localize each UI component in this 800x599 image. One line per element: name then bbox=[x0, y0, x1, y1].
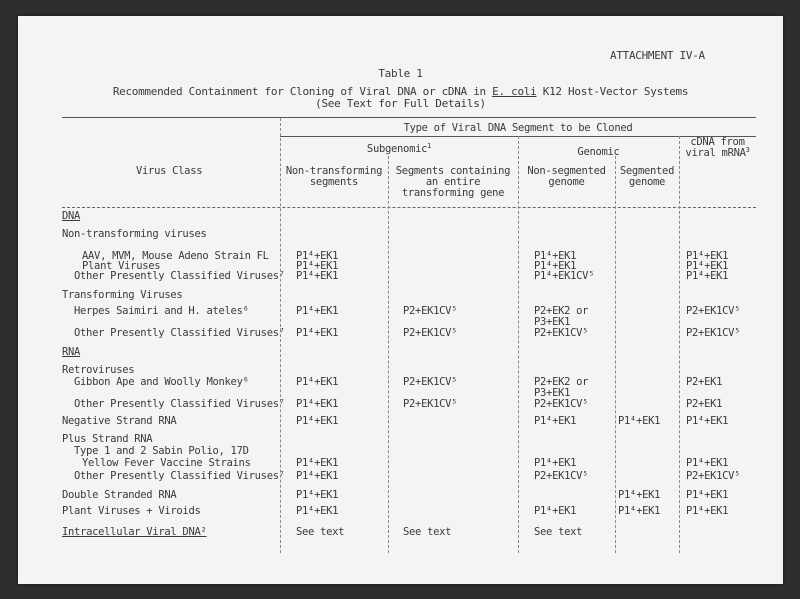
row-label-dna: DNA bbox=[62, 210, 81, 222]
title-suffix: K12 Host-Vector Systems bbox=[536, 85, 689, 98]
table-subtitle: (See Text for Full Details) bbox=[315, 97, 486, 110]
cell-other1-c5: P1⁴+EK1 bbox=[686, 270, 729, 282]
cell-other3-c3: P2+EK1CV⁵ bbox=[534, 398, 589, 410]
row-label-other1: Other Presently Classified Viruses⁷ bbox=[74, 270, 285, 282]
cell-other1-c1: P1⁴+EK1 bbox=[296, 270, 339, 282]
row-label-yellow: Yellow Fever Vaccine Strains bbox=[82, 457, 251, 469]
cell-intra-c1: See text bbox=[296, 526, 345, 538]
cell-intra-c3: See text bbox=[534, 526, 583, 538]
containing-line3: transforming gene bbox=[401, 187, 505, 199]
cell-aav-c3: P1⁴+EK1 bbox=[534, 250, 577, 262]
row-label-other3: Other Presently Classified Viruses⁷ bbox=[74, 398, 285, 410]
cell-herpes2-c3: P3+EK1 bbox=[534, 316, 571, 328]
segmented-line1: Segmented bbox=[619, 165, 675, 177]
row-label-double: Double Stranded RNA bbox=[62, 489, 177, 501]
cell-plantv-c3: P1⁴+EK1 bbox=[534, 260, 577, 272]
cell-gibbon-c2: P2+EK1CV⁵ bbox=[403, 376, 458, 388]
nontransforming-line1: Non-transforming bbox=[285, 165, 383, 177]
cell-aav-c5: P1⁴+EK1 bbox=[686, 250, 729, 262]
cell-viroids-c3: P1⁴+EK1 bbox=[534, 505, 577, 517]
segmented-line2: genome bbox=[628, 176, 666, 188]
nonsegmented-line1: Non-segmented bbox=[527, 165, 606, 177]
cell-other3-c5: P2+EK1 bbox=[686, 398, 723, 410]
header-rule bbox=[62, 207, 756, 208]
cell-other2-c2: P2+EK1CV⁵ bbox=[403, 327, 458, 339]
row-label-herpes: Herpes Saimiri and H. ateles⁶ bbox=[74, 305, 249, 317]
cell-other2-c1: P1⁴+EK1 bbox=[296, 327, 339, 339]
cell-other4-c3: P2+EK1CV⁵ bbox=[534, 470, 589, 482]
cell-other4-c1: P1⁴+EK1 bbox=[296, 470, 339, 482]
row-label-gibbon: Gibbon Ape and Woolly Monkey⁶ bbox=[74, 376, 249, 388]
cell-neg-c1: P1⁴+EK1 bbox=[296, 415, 339, 427]
type-segment-header: Type of Viral DNA Segment to be Cloned bbox=[403, 122, 633, 134]
title-ecoli: E. coli bbox=[492, 85, 537, 98]
row-label-aav: AAV, MVM, Mouse Adeno Strain FL bbox=[82, 250, 269, 262]
cell-neg-c4: P1⁴+EK1 bbox=[618, 415, 661, 427]
virus-class-header: Virus Class bbox=[136, 165, 203, 177]
row-label-other2: Other Presently Classified Viruses⁷ bbox=[74, 327, 285, 339]
cdna-header-line1: cDNA from bbox=[690, 136, 745, 148]
cell-other3-c2: P2+EK1CV⁵ bbox=[403, 398, 458, 410]
cell-other3-c1: P1⁴+EK1 bbox=[296, 398, 339, 410]
cell-gibbon-c3: P2+EK2 or bbox=[534, 376, 589, 388]
row-label-nontrans: Non-transforming viruses bbox=[62, 228, 207, 240]
cell-gibbon-c5: P2+EK1 bbox=[686, 376, 723, 388]
nontransforming-line2: segments bbox=[309, 176, 359, 188]
subgenomic-header: Subgenomic$^1$ bbox=[366, 142, 432, 155]
cell-plantv-c1: P1⁴+EK1 bbox=[296, 260, 339, 272]
table-title bbox=[18, 86, 783, 97]
cell-viroids-c5: P1⁴+EK1 bbox=[686, 505, 729, 517]
row-label-retro: Retroviruses bbox=[62, 364, 135, 376]
table-label: Table 1 bbox=[378, 67, 423, 80]
cell-aav-c1: P1⁴+EK1 bbox=[296, 250, 339, 262]
cell-plantv-c5: P1⁴+EK1 bbox=[686, 260, 729, 272]
cell-yellow-c3: P1⁴+EK1 bbox=[534, 457, 577, 469]
cell-yellow-c5: P1⁴+EK1 bbox=[686, 457, 729, 469]
cell-other4-c5: P2+EK1CV⁵ bbox=[686, 470, 741, 482]
col-line-2 bbox=[388, 156, 389, 553]
row-label-rna: RNA bbox=[62, 346, 81, 358]
containing-line1: Segments containing bbox=[395, 165, 511, 177]
row-label-neg: Negative Strand RNA bbox=[62, 415, 177, 427]
cell-viroids-c4: P1⁴+EK1 bbox=[618, 505, 661, 517]
cell-double-c1: P1⁴+EK1 bbox=[296, 489, 339, 501]
cell-viroids-c1: P1⁴+EK1 bbox=[296, 505, 339, 517]
cell-other1-c3: P1⁴+EK1CV⁵ bbox=[534, 270, 595, 282]
cell-neg-c5: P1⁴+EK1 bbox=[686, 415, 729, 427]
cell-double-c4: P1⁴+EK1 bbox=[618, 489, 661, 501]
top-rule bbox=[62, 117, 756, 118]
nonsegmented-line2: genome bbox=[548, 176, 585, 188]
row-label-plus: Plus Strand RNA bbox=[62, 433, 153, 445]
cell-double-c5: P1⁴+EK1 bbox=[686, 489, 729, 501]
cell-neg-c3: P1⁴+EK1 bbox=[534, 415, 577, 427]
cell-herpes-c5: P2+EK1CV⁵ bbox=[686, 305, 741, 317]
row-label-intra: Intracellular Viral DNA² bbox=[62, 526, 207, 538]
genomic-header: Genomic bbox=[577, 146, 620, 158]
row-label-transf: Transforming Viruses bbox=[62, 289, 183, 301]
containing-line2: an entire bbox=[425, 176, 481, 188]
title-prefix: Recommended Containment for Cloning of Viral DNA or cDNA in bbox=[112, 85, 493, 98]
cell-other2-c5: P2+EK1CV⁵ bbox=[686, 327, 741, 339]
col-line-3 bbox=[518, 136, 519, 553]
row-label-viroids: Plant Viruses + Viroids bbox=[62, 505, 201, 517]
cell-gibbon-c1: P1⁴+EK1 bbox=[296, 376, 339, 388]
cell-herpes-c1: P1⁴+EK1 bbox=[296, 305, 339, 317]
cell-herpes-c3: P2+EK2 or bbox=[534, 305, 589, 317]
cell-other2-c3: P2+EK1CV⁵ bbox=[534, 327, 589, 339]
document-page bbox=[18, 16, 783, 584]
cell-yellow-c1: P1⁴+EK1 bbox=[296, 457, 339, 469]
col-line-5 bbox=[679, 136, 680, 553]
cdna-header-line2: viral mRNA$^3$ bbox=[685, 146, 750, 159]
row-label-plantv: Plant Viruses bbox=[82, 260, 161, 272]
attachment-label: ATTACHMENT IV-A bbox=[610, 49, 705, 62]
cell-intra-c2: See text bbox=[403, 526, 452, 538]
row-label-other4: Other Presently Classified Viruses⁷ bbox=[74, 470, 285, 482]
cell-gibbon2-c3: P3+EK1 bbox=[534, 387, 571, 399]
cell-herpes-c2: P2+EK1CV⁵ bbox=[403, 305, 458, 317]
col-line-4 bbox=[615, 156, 616, 553]
row-label-sabin: Type 1 and 2 Sabin Polio, 17D bbox=[74, 445, 249, 457]
